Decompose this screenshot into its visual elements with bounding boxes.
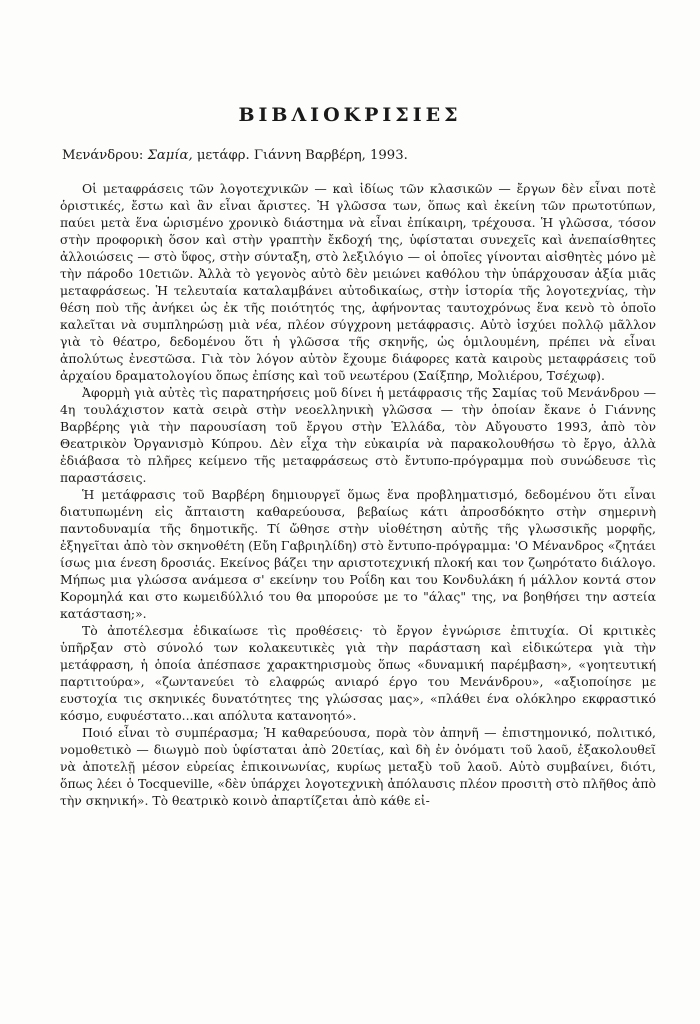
citation-author: Μενάνδρου: xyxy=(62,148,144,163)
page-title: ΒΙΒΛΙΟΚΡΙΣΙΕΣ xyxy=(238,104,462,126)
citation-details: μετάφρ. Γιάννη Βαρβέρη, 1993. xyxy=(196,148,408,163)
paragraph-5: Ποιό εἶναι τὸ συμπέρασμα; Ἡ καθαρεύουσα, πορὰ τὸν ἀπηνῆ — ἐπιστημονικό, πολιτικό, νομοθετικὸ — διωγμὸ ποὺ ὑφίσταται ἀπὸ 20ετίας, καὶ δὴ ἐν ὀνόματι τοῦ λαοῦ, ἐξακολουθεῖ νὰ ἀποτελῇ μέσον εὐρείας ἐπικοινωνίας, κυρίως μεταξὺ τοῦ λαοῦ. Αὐτὸ συμβαίνει, διότι, ὅπως λέει ὁ Tocqueville, «δὲν ὑπάρχει λογοτεχνικὴ ἀπόλαυσις πλέον προσιτὴ στὸ πλῆθος ἀπὸ τὴν σκηνική». Τὸ θεατρικὸ κοινὸ ἀπαρτίζεται ἀπὸ κάθε εἰ- xyxy=(60,725,656,808)
paragraph-4: Τὸ ἀποτέλεσμα ἐδικαίωσε τὶς προθέσεις· τὸ ἔργον ἐγνώρισε ἐπιτυχία. Οἱ κριτικὲς ὑπῆρξαν στὸ σύνολό των κολακευτικὲς γιὰ τὴν παράσταση καὶ εἰδικώτερα γιὰ τὴν μετάφραση, ἡ ὁποία ἀπέσπασε χαρακτηρισμοὺς ὅπως «δυναμική παρέμβαση», «γοητευτική παρτιτούρα», «ζωντανεύει τὸ ελαφρώς ανιαρό έργο του Μενάνδρου», «αξιοποίησε με ευστοχία τις σκηνικές δυνατότητες της γλώσσας μας», «πλάθει ένα ολόκληρο εκφραστικό κόσμο, ευφυέστατο...και απόλυτα κατανοητό». xyxy=(60,623,656,723)
paragraph-1: Οἱ μεταφράσεις τῶν λογοτεχνικῶν — καὶ ἰδίως τῶν κλασικῶν — ἔργων δὲν εἶναι ποτὲ ὁριστικές, ἔστω καὶ ἂν εἶναι ἄριστες. Ἡ γλῶσσα των, ὅπως καὶ ἐκείνη τῶν πρωτοτύπων, παύει μετὰ ἕνα ὡρισμένο χρονικὸ διάστημα νὰ εἶναι ἐπίκαιρη, τρέχουσα. Ἡ γλῶσσα, τόσον στὴν προφορικὴ ὅσον καὶ στὴν γραπτὴν ἔκδοχή της, ὑφίσταται συνεχεῖς καὶ ἀνεπαίσθητες ἀλλοιώσεις — στὸ ὕφος, στὴν σύνταξη, στὸ λεξιλόγιο — οἱ ὁποῖες γίνονται αἰσθητὲς μόνο μὲ τὴν πάροδο 10ετιῶν. Ἀλλὰ τὸ γεγονὸς αὐτὸ δὲν μειώνει καθόλου τὴν ὑπάρχουσαν ἀξία μιᾶς μεταφράσεως. Ἡ τελευταία καταλαμβάνει αὐτοδικαίως, στὴν ἱστορία τῆς λογοτεχνίας, τὴν θέση ποὺ τῆς ἀνήκει ὡς ἐκ τῆς ποιότητός της, ἀφήνοντας ταυτοχρόνως ἕνα κενὸ τὸ ὁποῖο καλεῖται νὰ συμπληρώσῃ μιὰ νέα, πλέον σύγχρονη μετάφρασις. Αὐτὸ ἰσχύει πολλῷ μᾶλλον γιὰ τὸ θέατρο, δεδομένου ὅτι ἡ γλῶσσα τῆς σκηνῆς, ὡς ὁμιλουμένη, πρέπει νὰ εἶναι ἀπολύτως ἐνεστῶσα. Γιὰ τὸν λόγον αὐτὸν ἔχουμε διάφορες κατὰ καιροὺς μεταφράσεις τοῦ ἀρχαίου δραματολογίου ὅπως ἐπίσης καὶ τοῦ νεωτέρου (Σαίξπηρ, Μολιέρου, Τσέχωφ). xyxy=(60,181,656,383)
citation-work-title: Σαμία, xyxy=(147,148,193,163)
book-citation xyxy=(62,148,652,163)
paragraph-3: Ἡ μετάφρασις τοῦ Βαρβέρη δημιουργεῖ ὅμως ἕνα προβληματισμό, δεδομένου ὅτι εἶναι διατυπωμένη εἰς ἄπταιστη καθαρεύουσα, βεβαίως κάτι ἀπροσδόκητο στὴν σημερινὴ παντοδυναμία τῆς δημοτικῆς. Τί ὤθησε στὴν υἱοθέτηση αὐτῆς τῆς γλωσσικῆς μορφῆς, ἐξηγεῖται ἀπὸ τὸν σκηνοθέτη (Εὔη Γαβριηλίδη) στὸ ἔντυπο-πρόγραμμα: 'Ο Μένανδρος «ζητάει ίσως μια ένεση δροσιάς. Εκείνος βάζει την αριστοτεχνική πλοκή και τον ζωηρότατο διάλογο. Μήπως μια γλώσσα ανάμεσα σ' εκείνην του Ροΐδη και του Κονδυλάκη ή μάλλον κοντά στον Κορομηλά και στο κωμειδύλλιό του θα μπορούσε με το "άλας" της, να βοηθήσει την αστεία κατάσταση;». xyxy=(60,487,656,621)
review-body xyxy=(60,180,656,809)
paragraph-2: Ἀφορμὴ γιὰ αὐτὲς τὶς παρατηρήσεις μοῦ δίνει ἡ μετάφρασις τῆς Σαμίας τοῦ Μενάνδρου — 4η τουλάχιστον κατὰ σειρὰ στὴν νεοελληνικὴ γλῶσσα — τὴν ὁποίαν ἔκανε ὁ Γιάννης Βαρβέρης γιὰ τὴν παρουσίαση τοῦ ἔργου στὴν Ἑλλάδα, τὸν Αὔγουστο 1993, ἀπὸ τὸν Θεατρικὸν Ὀργανισμὸ Κύπρου. Δὲν εἶχα τὴν εὐκαιρία νὰ παρακολουθήσω τὸ ἔργο, ἀλλὰ ἐδιάβασα τὸ πλῆρες κείμενο τῆς μεταφράσεως στὸ ἔντυπο-πρόγραμμα ποὺ συνώδευσε τὶς παραστάσεις. xyxy=(60,385,656,485)
